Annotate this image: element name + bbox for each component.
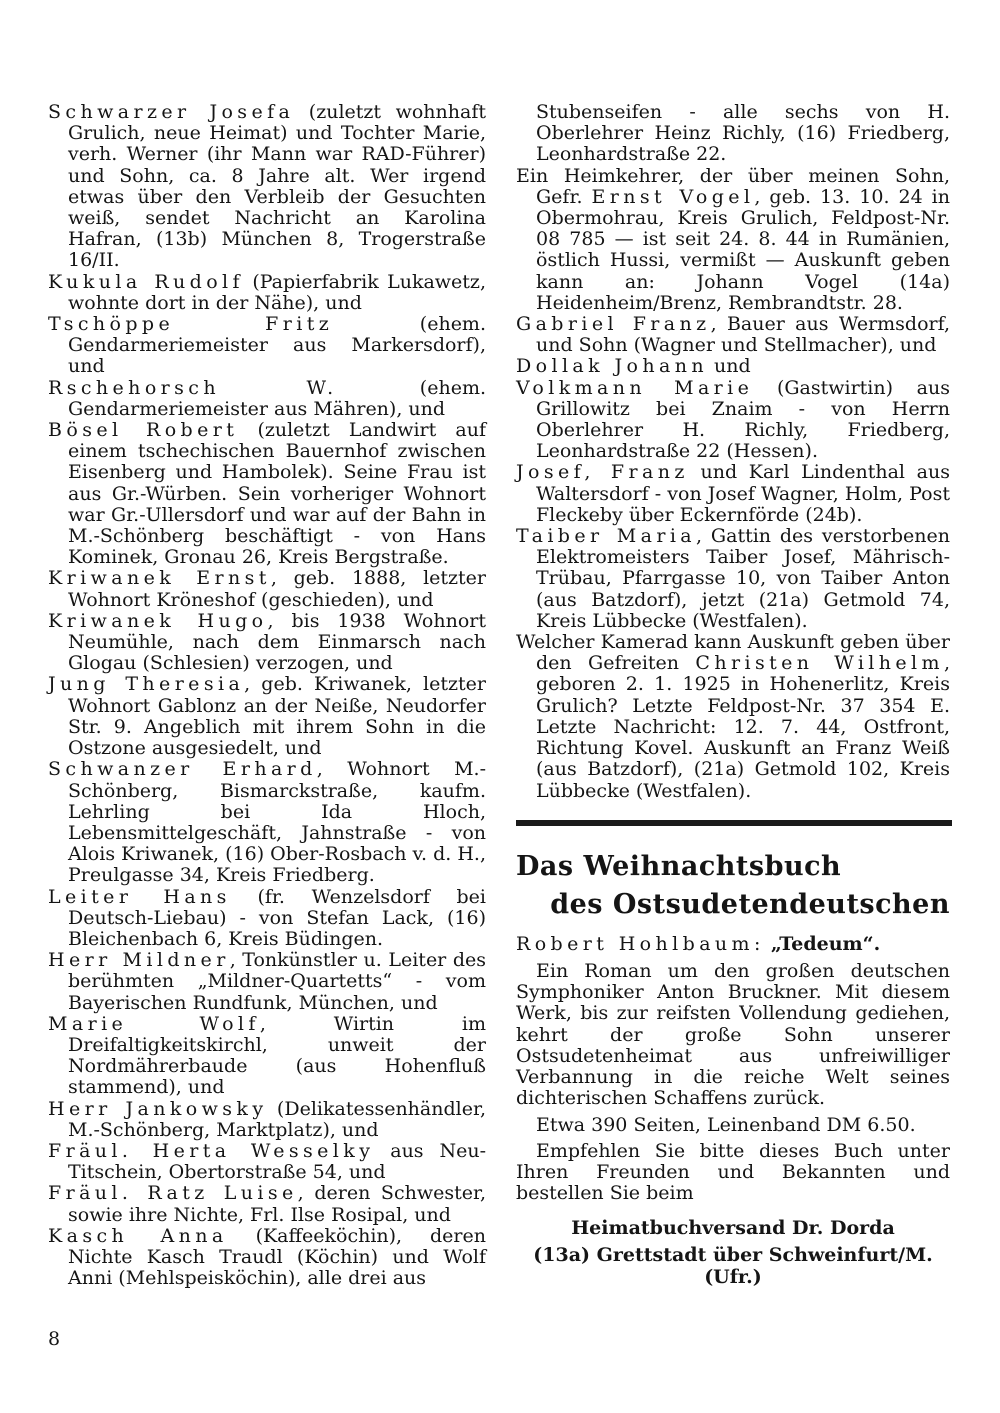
entry-text: und Karl Lindenthal aus Waltersdorf - von Josef Wagner, Holm, Post Fleckeby über Eckernförde (24b). (536, 461, 950, 526)
advert-heading-line1: Das Weihnachtsbuch (516, 850, 842, 882)
entry-text: , Bauer aus Wermsdorf, und Sohn (Wagner und Stellmacher), und (536, 313, 951, 357)
person-name: Kasch Anna (48, 1224, 228, 1247)
entry-text: (Kaffeeköchin), deren Nichte Kasch Traudl (Köchin) und Wolf Anni (Mehlspeisköchin), alle drei aus (68, 1224, 486, 1290)
list-item (516, 461, 950, 526)
person-name: Dollak Johann (516, 355, 708, 378)
person-name: Fräul. Herta Wesselky (48, 1139, 375, 1162)
list-item (516, 631, 950, 802)
person-name: Herr Mildner (48, 949, 230, 972)
advert-author: Robert Hohlbaum: (516, 932, 765, 955)
entry-text: , Gattin des verstorbenen Elektromeisters Taiber Josef, Mährisch-Trübau, Pfarrgasse 10, von Taiber Anton (aus Batzdorf), jetzt (21a) Getmold 74, Kreis Lübbecke (Westfalen). (536, 525, 951, 632)
person-name: Fräul. Ratz Luise (48, 1182, 298, 1205)
entry-pre: Welcher Kamerad kann Auskunft geben über den Gefreiten (516, 631, 950, 675)
advert-byline (516, 934, 950, 955)
entry-text: (zuletzt wohnhaft Grulich, neue Heimat) und Tochter Marie, verh. Werner (ihr Mann war RAD-Führer) und Sohn, ca. 8 Jahre alt. Wer irgend etwas über den Verbleib der Gesuchten weiß, sendet Nachricht an Karolina Hafran, (13b) München 8, Trogerstraße 16/II. (68, 101, 486, 272)
entry-text: (fr. Wenzelsdorf bei Deutsch-Liebau) - von Stefan Lack, (16) Bleichenbach 6, Kreis Büdingen. (68, 885, 486, 950)
person-name: Ernst Vogel (591, 185, 755, 208)
entry-text: (Papierfabrik Lukawetz, wohnte dort in der Nähe), und (68, 270, 486, 314)
advert-recommendation: Empfehlen Sie bitte dieses Buch unter Ihren Freunden und Bekannten und bestellen Sie beim (516, 1139, 950, 1204)
person-name: Volkmann Marie (516, 376, 754, 399)
person-name: Leiter Hans (48, 885, 231, 908)
person-name: Bösel Robert (48, 419, 239, 442)
list-item (516, 313, 951, 357)
list-item (48, 673, 486, 760)
list-item (516, 376, 951, 463)
entry-pre: Ein Heimkehrer, der über meinen Sohn, Gefr. (516, 164, 950, 208)
entry-text: , geb. 13. 10. 24 in Obermohrau, Kreis Grulich, Feldpost-Nr. 08 785 — ist seit 24. 8. 44 in Rumänien, östlich Hussi, vermißt — Auskunft geben kann an: Johann Vogel (14a) Heidenheim/Brenz, Rembrandtstr. 28. (536, 185, 950, 314)
list-item (516, 525, 951, 632)
right-column (516, 102, 950, 1307)
person-name: Kukula Rudolf (48, 270, 244, 293)
entry-text: und (708, 355, 751, 378)
person-name: Tschöppe Fritz (48, 313, 334, 336)
entry-text: , Tonkünstler u. Leiter des berühmten „Mildner-Quartetts“ - vom Bayerischen Rundfunk, München, und (68, 949, 486, 1014)
list-item (48, 567, 486, 611)
list-item (48, 1097, 486, 1141)
entry-text: , geboren 2. 1. 1925 in Hohenerlitz, Kreis Grulich? Letzte Feldpost-Nr. 37 354 E. Letzte Nachricht: 12. 7. 44, Ostfront, Richtung Kovel. Auskunft an Franz Weiß (aus Batzdorf), (21a) Getmold 102, Kreis Lübbecke (Westfalen). (536, 652, 950, 802)
person-name: Gabriel Franz (516, 313, 711, 336)
advert-details: Etwa 390 Seiten, Leinenband DM 6.50. (536, 1114, 916, 1137)
section-divider (516, 820, 952, 826)
left-column (48, 102, 486, 1289)
entry-text: , bis 1938 Wohnort Neumühle, nach dem Einmarsch nach Glogau (Schlesien) verzogen, und (68, 609, 486, 675)
list-item (516, 355, 950, 378)
person-name: Kriwanek Hugo (48, 609, 268, 632)
person-name: Jung Theresia (48, 673, 245, 696)
person-name: Schwanzer Erhard (48, 758, 317, 781)
advert-book-title: „Tedeum“. (770, 932, 881, 955)
list-item (48, 313, 486, 378)
list-item (48, 376, 486, 420)
list-item (48, 1012, 487, 1099)
entry-text: (ehem. Gendarmeriemeister aus Mähren), und (68, 376, 486, 420)
advert-description: Ein Roman um den großen deutschen Symphoniker Anton Bruckner. Mit diesem Werk, bis zur reifsten Vollendung gediehen, kehrt der große Sohn unserer Ostsudetenheimat aus unfreiwilliger Verbannung in die reiche Welt seines dichterischen Schaffens zurück. (516, 959, 950, 1110)
list-item (48, 758, 487, 887)
list-item (48, 270, 486, 314)
person-name: Marie Wolf (48, 1012, 260, 1035)
list-item (48, 1182, 486, 1226)
continuation-text: Stubenseifen - alle sechs von H. Oberlehrer Heinz Richly, (16) Friedberg, Leonhardstraße 22. (536, 101, 950, 166)
advert-publisher: Heimatbuchversand Dr. Dorda (571, 1217, 895, 1240)
entry-text: , Wohnort M.-Schönberg, Bismarckstraße, kaufm. Lehrling bei Ida Hloch, Lebensmittelgeschäft, Jahnstraße - von Alois Kriwanek, (16) Ober-Rosbach v. d. H., Preulgasse 34, Kreis Friedberg. (68, 758, 487, 887)
entry-text: (zuletzt Landwirt auf einem tschechischen Bauernhof zwischen Eisenberg und Hambolek). Seine Frau ist aus Gr.-Würben. Sein vorheriger Wohnort war Gr.-Ullersdorf und war auf der Bahn in M.-Schönberg beschäftigt - von Hans Kominek, Gronau 26, Kreis Bergstraße. (68, 419, 486, 569)
person-name: Rschehorsch W. (48, 376, 338, 399)
list-item (48, 1139, 486, 1184)
entry-text: aus Neu-Titschein, Obertorstraße 54, und (68, 1139, 486, 1184)
entry-text: (ehem. Gendarmeriemeister aus Markersdorf), und (68, 313, 486, 378)
entry-text: (Gastwirtin) aus Grillowitz bei Znaim - von Herrn Oberlehrer H. Richly, Friedberg, Leonhardstraße 22 (Hessen). (536, 376, 951, 463)
advert-heading-line2: des Ostsudetendeutschen (550, 888, 950, 920)
person-name: Taiber Maria (516, 525, 697, 548)
list-item (516, 164, 950, 314)
person-name: Josef, Franz (516, 461, 689, 484)
entry-text: (Delikatessenhändler, M.-Schönberg, Marktplatz), und (68, 1097, 486, 1141)
advert-address: (13a) Grettstadt über Schweinfurt/M. (Ufr.) (533, 1244, 933, 1288)
list-item (48, 949, 486, 1014)
page-number: 8 (48, 1328, 61, 1350)
list-item (48, 609, 486, 675)
list-item (48, 419, 486, 569)
person-name: Herr Jankowsky (48, 1097, 268, 1120)
advert-heading (516, 848, 950, 924)
entry-text: , geb. 1888, letzter Wohnort Kröneshof (geschieden), und (68, 567, 486, 611)
person-name: Kriwanek Ernst (48, 567, 271, 590)
entry-text: , geb. Kriwanek, letzter Wohnort Gablonz an der Neiße, Neudorfer Str. 9. Angeblich mit ihrem Sohn in die Ostzone ausgesiedelt, und (68, 673, 486, 760)
entry-text: , deren Schwester, sowie ihre Nichte, Frl. Ilse Rosipal, und (68, 1182, 486, 1226)
person-name: Schwarzer Josefa (48, 101, 295, 123)
list-item (48, 1224, 486, 1290)
person-name: Christen Wilhelm (695, 652, 944, 675)
list-item (48, 885, 486, 951)
entry-text: , Wirtin im Dreifaltigkeitskirchl, unweit der Nordmährerbaude (aus Hohenfluß stammend), und (68, 1012, 487, 1099)
list-item (48, 101, 486, 272)
